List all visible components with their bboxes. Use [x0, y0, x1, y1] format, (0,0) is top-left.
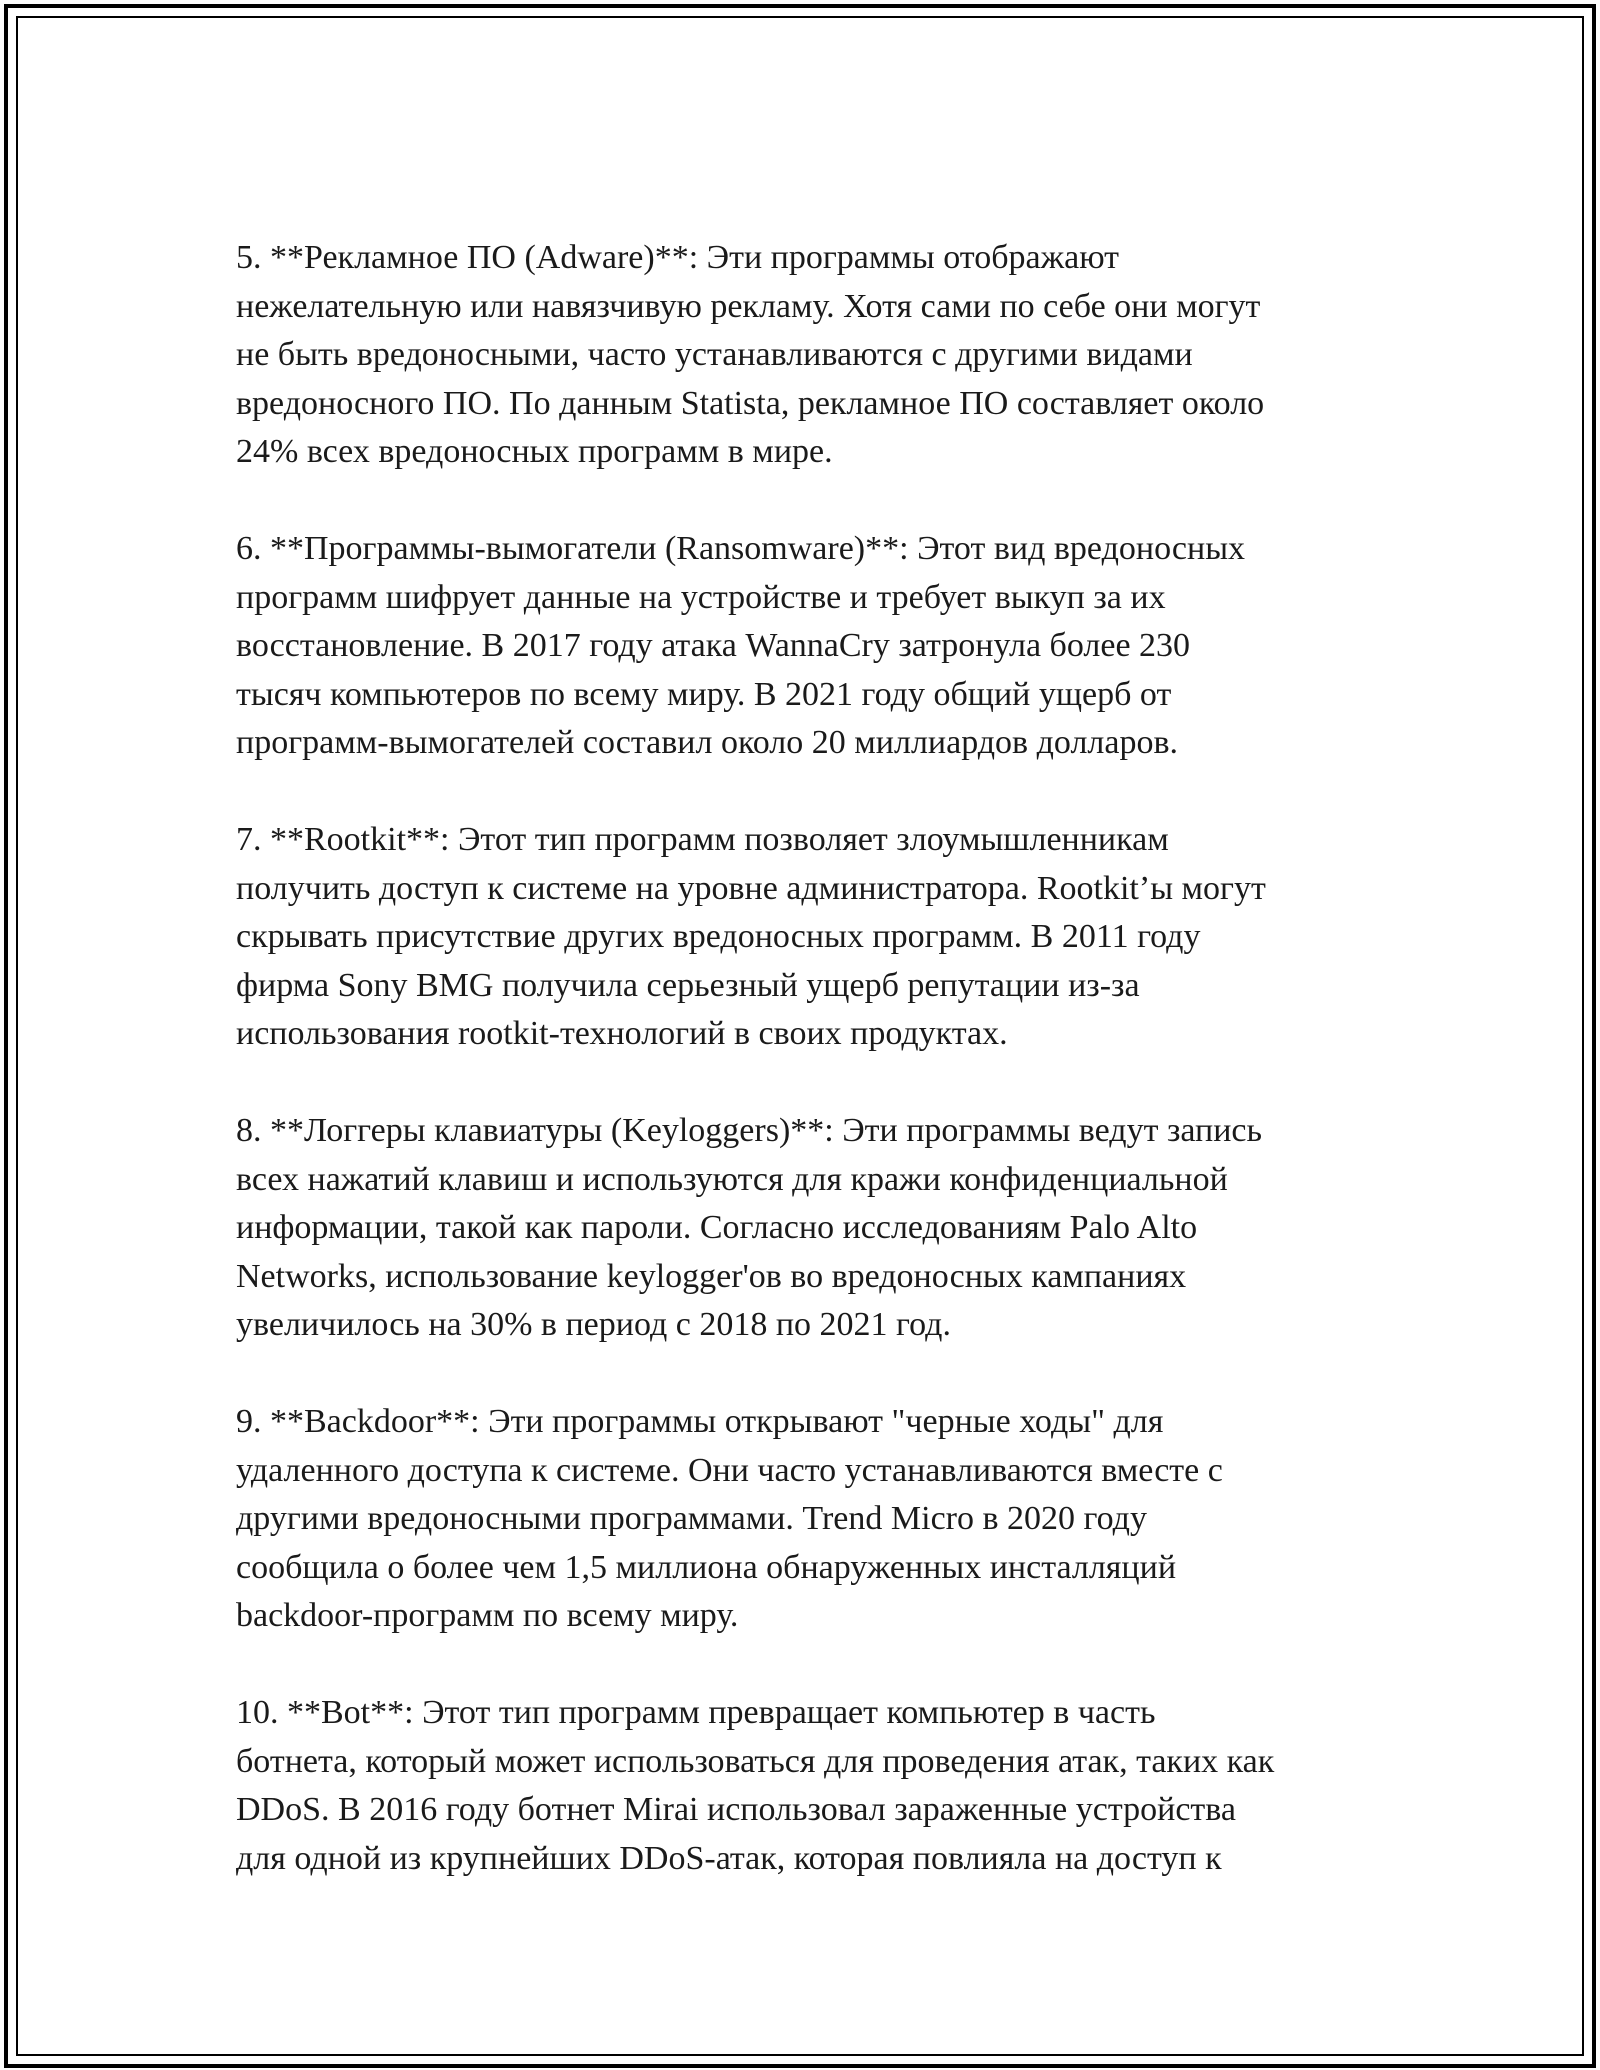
paragraph-ransomware: 6. **Программы-вымогатели (Ransomware)**: Этот вид вредоносных программ шифрует данные на устройстве и требует выкуп за их восстановление. В 2017 году атака WannaCry затронула более 230 тысяч компьютеров по всему миру. В 2021 году общий ущерб от программ-вымогателей составил около 20 миллиардов долларов. [236, 530, 1246, 761]
paragraph-rootkit: 7. **Rootkit**: Этот тип программ позволяет злоумышленникам получить доступ к системе на уровне администратора. Rootkit’ы могут скрывать присутствие других вредоносных программ. В 2011 году фирма Sony BMG получила серьезный ущерб репутации из-за использования rootkit-технологий в своих продуктах. [236, 821, 1266, 1052]
document-body [236, 234, 1386, 1883]
paragraph-keyloggers: 8. **Логгеры клавиатуры (Keyloggers)**: Эти программы ведут запись всех нажатий клавиш и используются для кражи конфиденциальной информации, такой как пароли. Согласно исследованиям Palo Alto Networks, использование keylogger'ов во вредоносных кампаниях увеличилось на 30% в период с 2018 по 2021 год. [236, 1112, 1263, 1343]
paragraph-adware: 5. **Рекламное ПО (Adware)**: Эти программы отображают нежелательную или навязчивую рекламу. Хотя сами по себе они могут не быть вредоносными, часто устанавливаются с другими видами вредоносного ПО. По данным Statista, рекламное ПО составляет около 24% всех вредоносных программ в мире. [236, 239, 1265, 470]
paragraph-backdoor: 9. **Backdoor**: Эти программы открывают "черные ходы" для удаленного доступа к системе. Они часто устанавливаются вместе с другими вредоносными программами. Trend Micro в 2020 году сообщила о более чем 1,5 миллиона обнаруженных инсталляций backdoor-программ по всему миру. [236, 1403, 1223, 1634]
paragraph-bot: 10. **Bot**: Этот тип программ превращает компьютер в часть ботнета, который может использоваться для проведения атак, таких как DDoS. В 2016 году ботнет Mirai использовал зараженные устройства для одной из крупнейших DDoS-атак, которая повлияла на доступ к [236, 1694, 1275, 1877]
